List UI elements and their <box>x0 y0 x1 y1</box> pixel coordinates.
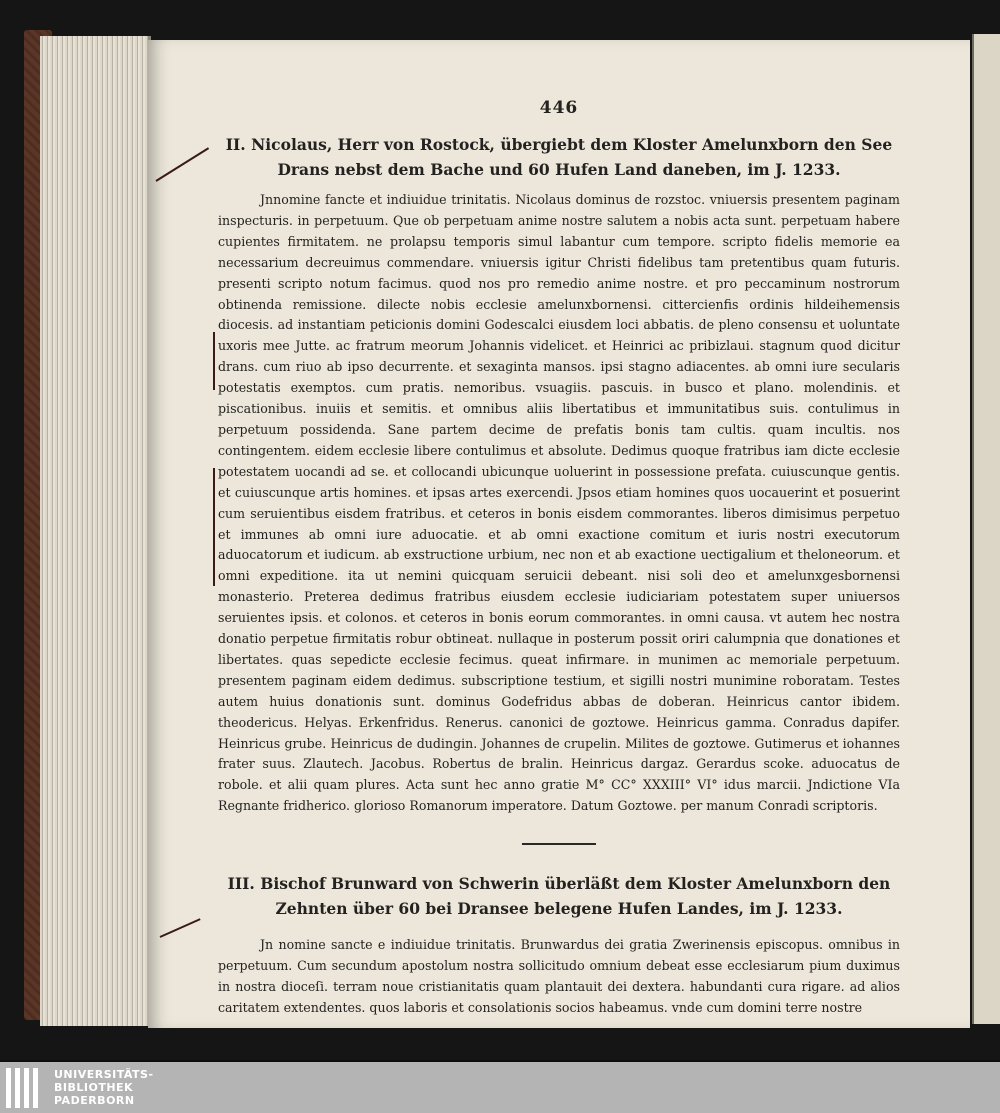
section-3-body: Jn nomine sancte e indiuidue trinitatis. Brunwardus dei gratia Zwerinensis episcopus. omnibus in perpetuum. Cum secundum apostolum nostra sollicitudo omnium debeat esse ecclesiarum pium duximus in nostra dioceſi. terram noue cristianitatis quam plantauit dei dextera. habundanti cura rigare. ad alios caritatem extendentes. quos laboris et consolationis socios habeamus. vnde cum domini terre nostre <box>218 937 900 1015</box>
margin-pen-mark <box>160 918 201 938</box>
margin-pen-mark <box>155 147 209 182</box>
library-name-line: UNIVERSITÄTS- <box>54 1068 154 1081</box>
section-2-title: Nicolaus, Herr von Rostock, übergiebt dem Kloster Amelunxborn den See Drans nebst dem Bache und 60 Hufen Land daneben, im J. 1233. <box>251 135 893 179</box>
section-2-number: II. <box>225 135 246 154</box>
margin-bracket <box>213 468 215 586</box>
library-name <box>54 1068 154 1107</box>
library-name-line: BIBLIOTHEK <box>54 1081 134 1094</box>
section-divider <box>522 843 596 845</box>
section-3-heading <box>218 871 900 921</box>
section-3-title: Bischof Brunward von Schwerin überläßt dem Kloster Amelunxborn den Zehnten über 60 bei Dransee belegene Hufen Landes, im J. 1233. <box>260 874 891 919</box>
page-content <box>218 98 900 1019</box>
margin-bracket <box>213 332 215 390</box>
library-name-line: PADERBORN <box>54 1094 135 1107</box>
section-2-body: Jnnomine fancte et indiuidue trinitatis. Nicolaus dominus de rozstoc. vniuersis presentem paginam inspecturis. in perpetuum. Que ob perpetuam anime nostre salutem a nobis acta sunt. perpetuam habere cupientes firmitatem. ne prolapsu temporis simul labantur cum tempore. scripto fidelis memorie ea necessarium decreuimus commendare. vniuersis igitur Christi fidelibus tam pretentibus quam futuris. presenti scripto notum facimus. quod nos pro remedio anime nostre. et pro peccaminum nostrorum obtinenda remissione. dilecte nobis ecclesie amelunxbornensi. cittercienfis ordinis hildeihemensis diocesis. ad instantiam peticionis domini Godescalci eiusdem loci abbatis. de pleno consensu et uoluntate uxoris mee Jutte. ac fratrum meorum Johannis videlicet. et Heinrici ac pribizlaui. stagnum quod dicitur drans. cum riuo ab ipso decurrente. et sexaginta mansos. ipsi stagno adiacentes. ab omni iure secularis potestatis exemptos. cum pratis. nemoribus. vsuagiis. pascuis. in busco et plano. molendinis. et piscationibus. inuiis et semitis. et omnibus aliis libertatibus et immunitatibus suis. contulimus in perpetuum possidenda. Sane partem decime de prefatis bonis tam cultis. quam incultis. nos contingentem. eidem ecclesie libere contulimus et absolute. Dedimus quoque fratribus iam dicte ecclesie potestatem uocandi ad se. et collocandi ubicunque uoluerint in possessione prefata. cuiuscunque gentis. et cuiuscunque artis homines. et ipsas artes exercendi. Jpsos etiam homines quos uocauerint et posuerint cum seruientibus eisdem fratribus. et ceteros in bonis eisdem commorantes. liberos dimisimus perpetuo et immunes ab omni iure aduocatie. et ab omni exactione comitum et iuris nostri executorum aduocatorum et iudicum. ab exstructione urbium, nec non et ab exactione uectigalium et theloneorum. et omni expeditione. ita ut nemini quicquam seruicii debeant. nisi soli deo et amelunxgesbornensi monasterio. Preterea dedimus fratribus eiusdem ecclesie iudiciariam potestatem super uniuersos seruientes ipsis. et colonos. et ceteros in bonis eorum commorantes. in omni causa. vt autem hec nostra donatio perpetue firmitatis robur obtineat. nullaque in posterum possit oriri calumpnia que donationes et libertates. quas sepedicte ecclesie fecimus. queat infirmare. in munimen ac memoriale perpetuum. presentem paginam eidem dedimus. subscriptione testium, et sigilli nostri munimine roboratam. Testes autem huius donationis sunt. dominus Godefridus abbas de doberan. Heinricus cantor ibidem. theodericus. Helyas. Erkenfridus. Renerus. canonici de goztowe. Heinricus gamma. Conradus dapifer. Heinricus grube. Heinricus de dudingin. Johannes de crupelin. Milites de goztowe. Gutimerus et iohannes frater suus. Zlautech. Jacobus. Robertus de bralin. Heinricus dargaz. Gerardus scoke. aduocatus de robole. et alii quam plures. Acta sunt hec anno gratie M° CC° XXXIII° VI° idus marcii. Jndictione VIa Regnante fridherico. glorioso Romanorum imperatore. Datum Goztowe. per manum Conradi scriptoris. <box>218 192 900 814</box>
section-3-number: III. <box>227 874 255 894</box>
facing-page-edge <box>972 34 1000 1024</box>
section-2-heading <box>218 132 900 182</box>
library-logo <box>4 1068 44 1108</box>
page-number: 446 <box>539 98 579 118</box>
page-edges <box>40 36 151 1026</box>
library-footer <box>0 1062 1000 1113</box>
book-page <box>148 40 970 1028</box>
